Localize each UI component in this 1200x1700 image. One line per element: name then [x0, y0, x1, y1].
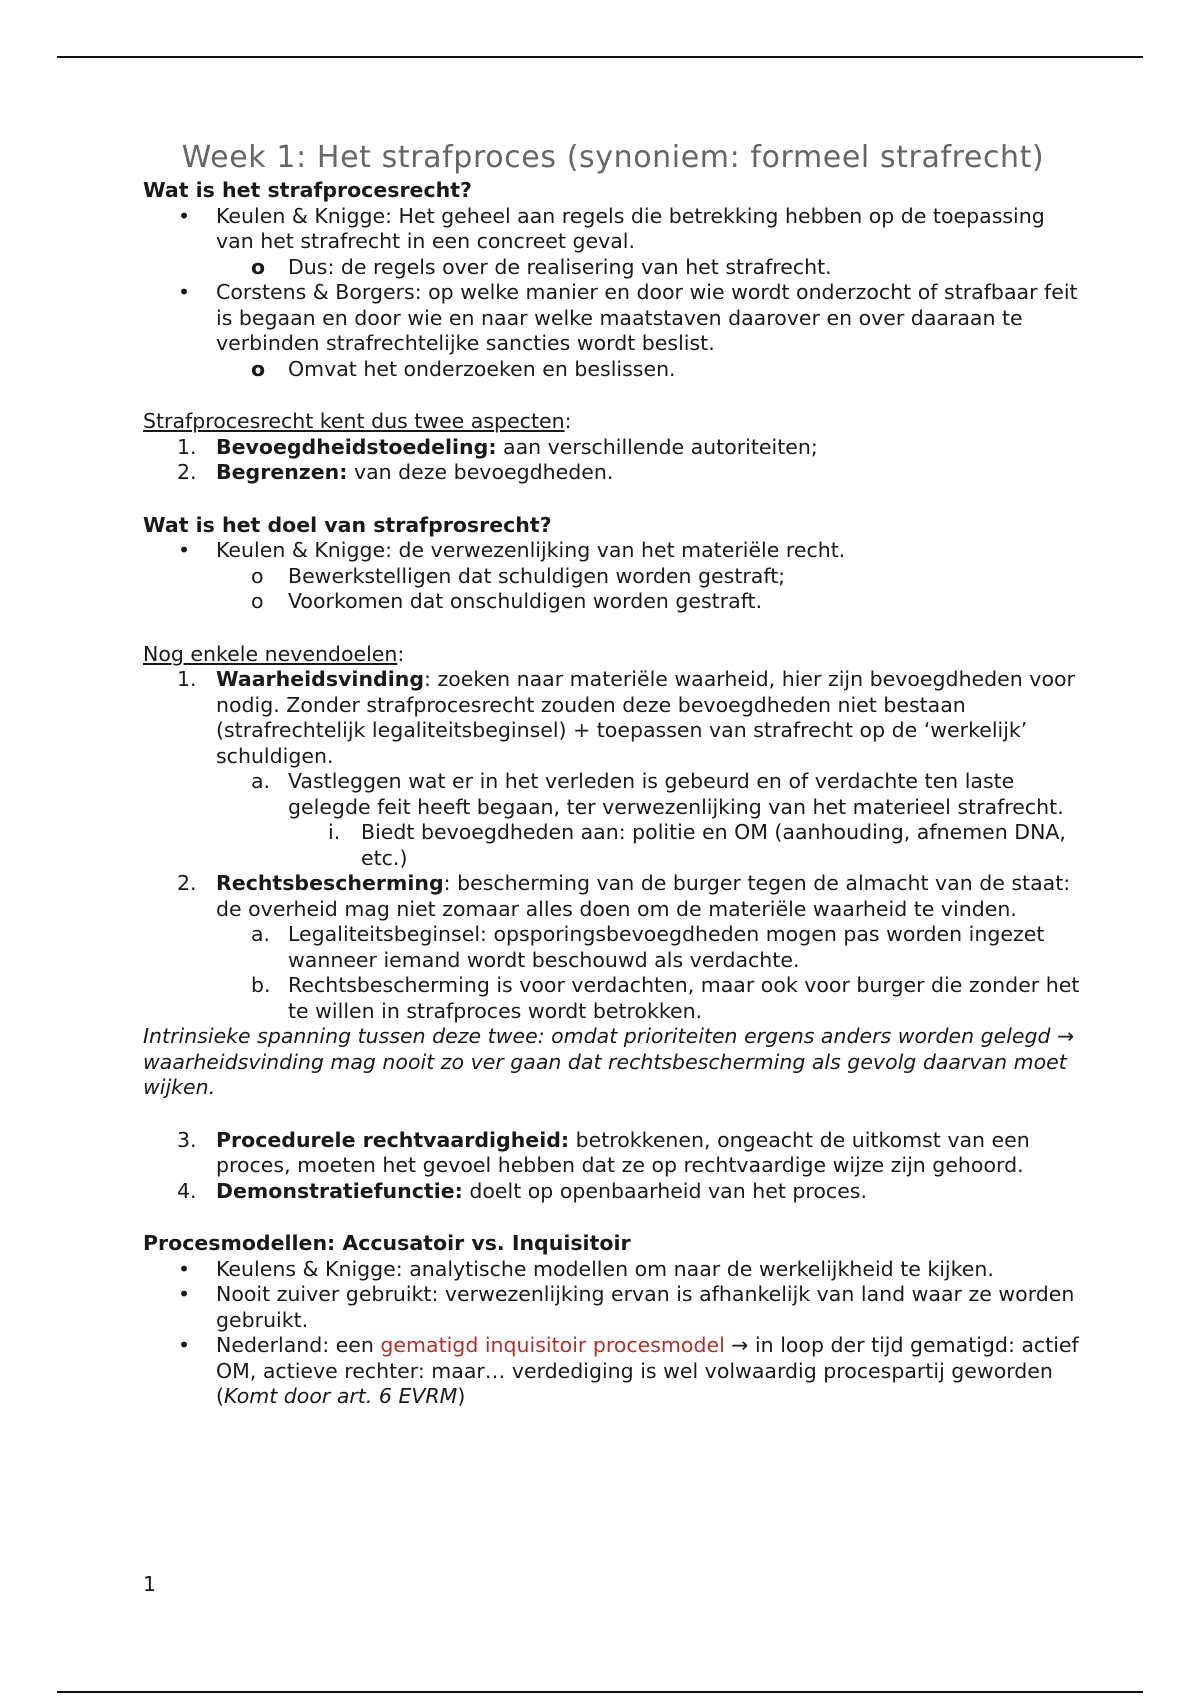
list-item-text: Dus: de regels over de realisering van het strafrecht.: [288, 254, 832, 279]
italic-note: Intrinsieke spanning tussen deze twee: omdat prioriteiten ergens anders worden gelegd → waarheidsvinding mag nooit zo ver gaan dat rechtsbescherming als gevolg daarvan moet wijken.: [143, 1024, 1075, 1099]
list-item-term: Demonstratiefunctie:: [216, 1178, 463, 1203]
list-item-text: Nooit zuiver gebruikt: verwezenlijking ervan is afhankelijk van land waar ze worden gebruikt.: [216, 1282, 1075, 1332]
header-rule: [57, 56, 1143, 58]
list-item: [143, 820, 1083, 871]
sub-bullet-marker: o: [251, 356, 266, 381]
bullet-marker: •: [178, 280, 191, 304]
list-item-text: aan verschillende autoriteiten;: [496, 434, 818, 459]
section-intro-aspecten: [143, 409, 1083, 435]
list-item-term: Bevoegdheidstoedeling:: [216, 434, 497, 459]
list-item-term: Rechtsbescherming: [216, 871, 444, 895]
list-item: [143, 538, 1083, 564]
list-item-text: betrokkenen, ongeacht de uitkomst van een proces, moeten het gevoel hebben dat ze op rechtvaardige wijze zijn gehoord.: [216, 1127, 1030, 1177]
footer-rule: [57, 1691, 1143, 1693]
sub-bullet-marker: o: [251, 254, 266, 279]
sub-bullet-marker: o: [251, 563, 264, 588]
letter-marker: b.: [251, 973, 271, 997]
list-item-text: Rechtsbescherming is voor verdachten, maar ook voor burger die zonder het te willen in strafproces wordt betrokken.: [288, 973, 1080, 1023]
page-number: 1: [143, 1572, 157, 1596]
list-item-term: Procedurele rechtvaardigheid:: [216, 1127, 570, 1152]
list-item: [143, 280, 1083, 357]
list-item-text: ): [457, 1384, 466, 1408]
roman-marker: i.: [328, 820, 341, 844]
list-item-text: Biedt bevoegdheden aan: politie en OM (aanhouding, afnemen DNA, etc.): [361, 820, 1066, 870]
list-item-text: Nederland: een: [216, 1333, 381, 1357]
number-marker: 1.: [177, 434, 197, 459]
list-item: [143, 1128, 1083, 1179]
underlined-text: Nog enkele nevendoelen: [143, 641, 398, 666]
list-item-term: Begrenzen:: [216, 460, 348, 484]
colon: :: [564, 409, 572, 433]
list-item-text: Legaliteitsbeginsel: opsporingsbevoegdheden mogen pas worden ingezet wanneer iemand wordt beschouwd als verdachte.: [288, 922, 1045, 972]
spacer: [143, 1101, 1083, 1128]
list-item: [143, 1257, 1083, 1283]
spacer: [143, 382, 1083, 409]
list-item-text: Omvat het onderzoeken en beslissen.: [288, 356, 676, 381]
spacer: [143, 1204, 1083, 1231]
list-item-text: Voorkomen dat onschuldigen worden gestraft.: [288, 589, 763, 613]
list-item: [143, 973, 1083, 1024]
list-item: [143, 255, 1083, 281]
italic-reference: Komt door art. 6 EVRM: [224, 1384, 458, 1408]
list-item: [143, 435, 1083, 461]
underlined-text: Strafprocesrecht kent dus twee aspecten: [143, 409, 565, 433]
list-item-text: doelt op openbaarheid van het proces.: [462, 1178, 868, 1203]
number-marker: 2.: [177, 460, 197, 484]
number-marker: 4.: [177, 1178, 197, 1203]
list-item: [143, 564, 1083, 590]
list-item-text: Keulens & Knigge: analytische modellen om naar de werkelijkheid te kijken.: [216, 1256, 994, 1281]
list-item: [143, 922, 1083, 973]
section-heading-doel: Wat is het doel van strafprosrecht?: [143, 512, 552, 537]
spacer: [143, 615, 1083, 642]
list-item: [143, 667, 1083, 769]
section-intro-nevendoelen: [143, 642, 1083, 668]
spacer: [143, 486, 1083, 513]
list-item-text: : bescherming van de burger tegen de almacht van de staat: de overheid mag niet zomaar alles doen om de materiële waarheid te vinden.: [216, 871, 1071, 921]
list-item: [143, 204, 1083, 255]
document-page: [143, 138, 1083, 1410]
number-marker: 2.: [177, 871, 197, 895]
list-item-term: Waarheidsvinding: [216, 667, 425, 691]
list-item-text: Corstens & Borgers: op welke manier en door wie wordt onderzocht of strafbaar feit is begaan en door wie en naar welke maatstaven daarover en over daaraan te verbinden strafrechtelijke sancties wordt beslist.: [216, 280, 1078, 355]
number-marker: 3.: [177, 1127, 197, 1152]
list-item: [143, 1282, 1083, 1333]
bullet-marker: •: [178, 1282, 191, 1306]
list-item-text: Keulen & Knigge: de verwezenlijking van het materiële recht.: [216, 538, 846, 562]
list-item: [143, 769, 1083, 820]
bullet-marker: •: [178, 1256, 191, 1281]
list-item-text: → in loop der tijd gematigd: actief OM, actieve rechter: maar… verdediging is wel volwaardig procespartij geworden (: [216, 1333, 1079, 1408]
bullet-marker: •: [178, 203, 191, 228]
list-item: [143, 1333, 1083, 1410]
number-marker: 1.: [177, 667, 197, 691]
page-title: Week 1: Het strafproces (synoniem: formeel strafrecht): [181, 140, 1045, 175]
list-item-text: Bewerkstelligen dat schuldigen worden gestraft;: [288, 563, 786, 588]
bullet-marker: •: [178, 538, 191, 562]
sub-bullet-marker: o: [251, 589, 264, 613]
list-item-text: : zoeken naar materiële waarheid, hier zijn bevoegdheden voor nodig. Zonder strafprocesrecht zouden deze bevoegdheden niet bestaan (strafrechtelijk legaliteitsbeginsel) + toepassen van strafrecht op de ‘werkelijk’ schuldigen.: [216, 667, 1075, 768]
list-item: [143, 871, 1083, 922]
list-item-text: Keulen & Knigge: Het geheel aan regels die betrekking hebben op de toepassing van het strafrecht in een concreet geval.: [216, 203, 1045, 253]
colon: :: [397, 641, 405, 666]
letter-marker: a.: [251, 922, 271, 946]
list-item-text: van deze bevoegdheden.: [347, 460, 614, 484]
section-heading-procesmodellen: Procesmodellen: Accusatoir vs. Inquisitoir: [143, 1231, 631, 1255]
list-item: [143, 460, 1083, 486]
bullet-marker: •: [178, 1333, 191, 1357]
list-item: [143, 589, 1083, 615]
list-item-text: Vastleggen wat er in het verleden is gebeurd en of verdachte ten laste gelegde feit heeft begaan, ter verwezenlijking van het materieel strafrecht.: [288, 769, 1064, 819]
list-item: [143, 1179, 1083, 1205]
highlighted-term: gematigd inquisitoir procesmodel: [380, 1333, 725, 1357]
section-heading-strafprocesrecht: Wat is het strafprocesrecht?: [143, 178, 472, 202]
list-item: [143, 357, 1083, 383]
letter-marker: a.: [251, 769, 271, 793]
